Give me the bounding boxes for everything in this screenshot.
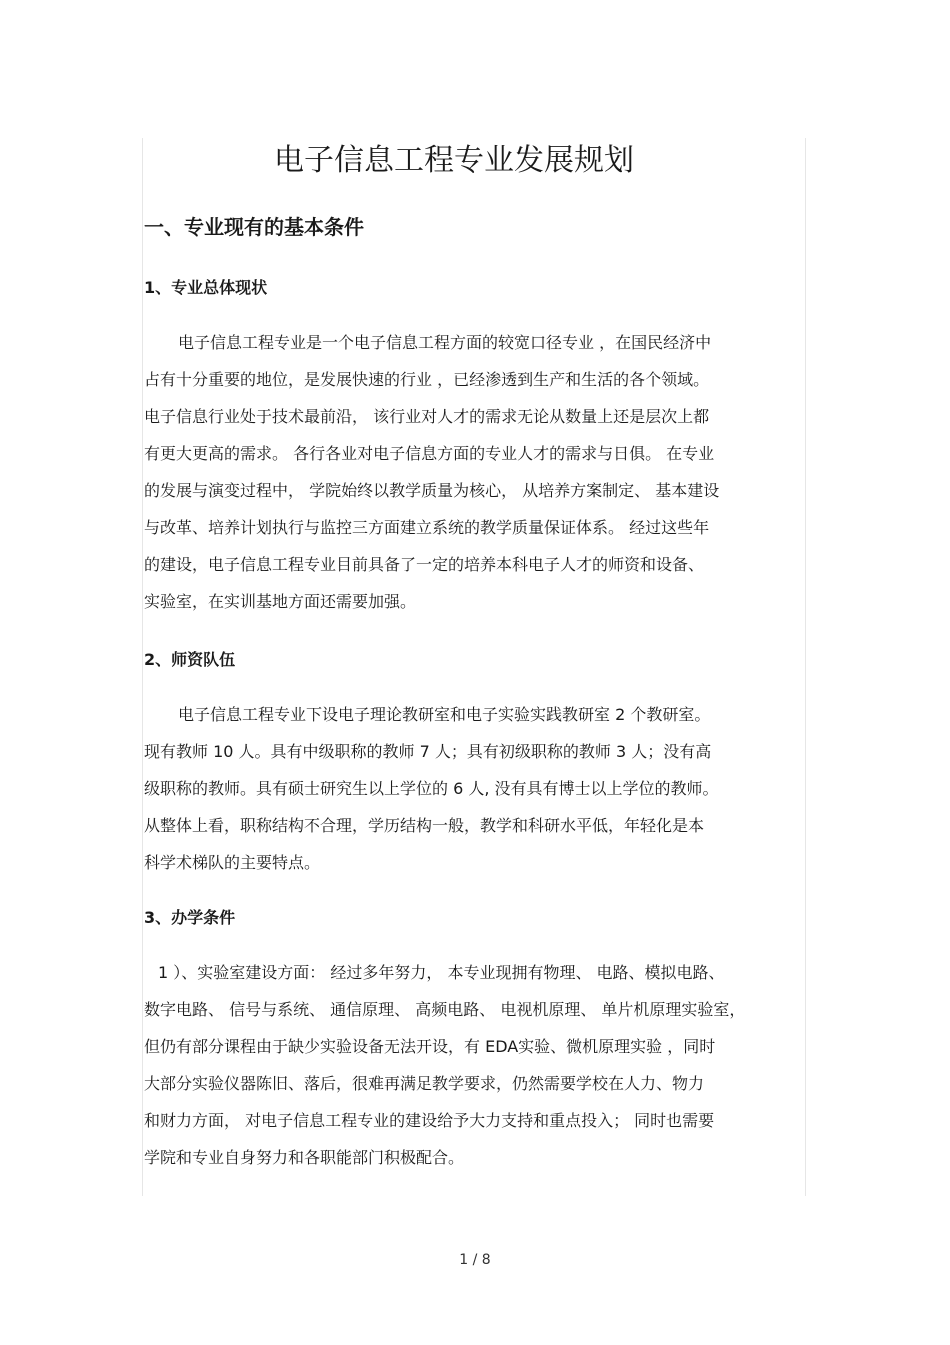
subsection-heading-conditions: 3、办学条件 [144,908,236,927]
paragraph-line: 和财力方面， 对电子信息工程专业的建设给予大力支持和重点投入； 同时也需要 [144,1111,715,1130]
paragraph-line: 级职称的教师。具有硕士研究生以上学位的 6 人, 没有具有博士以上学位的教师。 [144,779,719,798]
paragraph-overview [144,324,804,620]
paragraph-conditions [144,954,804,1176]
document-title: 电子信息工程专业发展规划 [274,143,634,178]
paragraph-line: 但仍有部分课程由于缺少实验设备无法开设，有 EDA实验、微机原理实验 ，同时 [144,1037,716,1056]
paragraph-line: 现有教师 10 人。具有中级职称的教师 7 人；具有初级职称的教师 3 人；没有高 [144,742,712,761]
paragraph-line: 学院和专业自身努力和各职能部门积极配合。 [144,1148,465,1167]
paragraph-line: 从整体上看，职称结构不合理，学历结构一般，教学和科研水平低，年轻化是本 [144,816,705,835]
paragraph-line: 实验室，在实训基地方面还需要加强。 [144,592,417,611]
paragraph-line: 1 ）、实验室建设方面： 经过多年努力， 本专业现拥有物理、 电路、模拟电路、 [158,963,725,982]
subsection-heading-overview: 1、专业总体现状 [144,278,268,297]
paragraph-line: 电子信息工程专业下设电子理论教研室和电子实验实践教研室 2 个教研室。 [178,705,711,724]
paragraph-faculty [144,696,804,881]
paragraph-line: 占有十分重要的地位，是发展快速的行业 ，已经渗透到生产和生活的各个领域。 [144,370,710,389]
paragraph-line: 的发展与演变过程中， 学院始终以教学质量为核心， 从培养方案制定、 基本建设 [144,481,720,500]
paragraph-line: 数字电路、 信号与系统、 通信原理、 高频电路、 电视机原理、 单片机原理实验室， [144,1000,746,1019]
subsection-heading-faculty: 2、师资队伍 [144,650,236,669]
paragraph-line: 的建设，电子信息工程专业目前具备了一定的培养本科电子人才的师资和设备、 [144,555,705,574]
paragraph-line: 大部分实验仪器陈旧、落后，很难再满足教学要求，仍然需要学校在人力、物力 [144,1074,705,1093]
section-heading-1: 一、专业现有的基本条件 [144,215,364,239]
paragraph-line: 电子信息行业处于技术最前沿， 该行业对人才的需求无论从数量上还是层次上都 [144,407,710,426]
paragraph-line: 与改革、培养计划执行与监控三方面建立系统的教学质量保证体系。 经过这些年 [144,518,710,537]
page-indicator: 1 / 8 [459,1252,491,1268]
paragraph-line: 科学术梯队的主要特点。 [144,853,321,872]
paragraph-line: 电子信息工程专业是一个电子信息工程方面的较宽口径专业 ，在国民经济中 [178,333,712,352]
paragraph-line: 有更大更高的需求。 各行各业对电子信息方面的专业人才的需求与日俱。 在专业 [144,444,715,463]
